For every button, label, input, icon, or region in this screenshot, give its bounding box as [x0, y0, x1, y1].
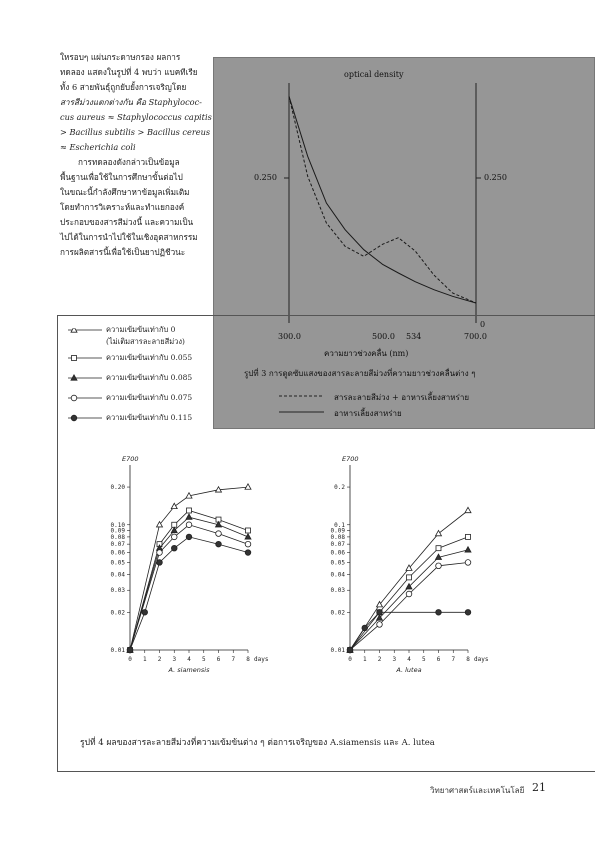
figure-4-caption: รูปที่ 4 ผลของสารละลายสีม่วงที่ความเข้มข้นต่าง ๆ ต่อการเจริญของ A.siamensis และ A. lutea: [80, 738, 435, 748]
fig3-caption: รูปที่ 3 การดูดซับแสงของสารละลายสีม่วงที่ความยาวช่วงคลื่นต่าง ๆ: [244, 369, 476, 378]
fig3-right-zero: 0: [480, 320, 486, 329]
body-line: ทดลอง แสดงในรูปที่ 4 พบว่า แบคทีเรีย: [60, 67, 198, 77]
fig3-xtick-500: 500.0: [372, 332, 395, 341]
siamensis-growth-chart: [100, 445, 270, 685]
lutea-growth-chart: [320, 445, 490, 685]
x-tick-label: 3: [172, 656, 177, 663]
absorbance-series-0: [289, 96, 476, 303]
y-axis-label: E700: [122, 455, 139, 463]
y-tick-label: 0.09: [110, 527, 125, 535]
y-tick-label: 0.06: [330, 549, 345, 557]
growth-point-0: [171, 503, 177, 508]
growth-point-4: [245, 550, 251, 556]
growth-series-line-4: [130, 537, 248, 650]
growth-point-4: [186, 534, 192, 540]
growth-point-1: [246, 528, 251, 533]
growth-point-3: [436, 563, 442, 569]
body-line: cus aureus ≈ Staphylococcus capitis: [60, 112, 212, 122]
y-tick-label: 0.10: [110, 521, 125, 529]
y-tick-label: 0.01: [110, 647, 125, 654]
y-tick-label: 0.09: [330, 527, 345, 535]
body-line: > Bacillus subtilis > Bacillus cereus: [60, 127, 211, 137]
legend-label-1: ความเข้มข้นเท่ากับ 0.055: [106, 353, 193, 362]
y-tick-label: 0.04: [110, 571, 125, 579]
growth-point-4: [142, 609, 148, 615]
growth-point-0: [245, 484, 251, 489]
x-tick-label: 2: [157, 656, 162, 663]
growth-point-1: [466, 534, 471, 539]
y-tick-label: 0.20: [110, 484, 125, 492]
body-text-column: [60, 50, 212, 260]
body-line: โดยทำการวิเคราะห์และทำแยกองค์: [60, 202, 185, 212]
y-tick-label: 0.05: [110, 559, 125, 567]
y-tick-label: 0.02: [330, 609, 345, 617]
growth-point-4: [436, 609, 442, 615]
legend-marker-1: [72, 356, 77, 361]
fig3-ylabel: optical density: [344, 70, 404, 79]
growth-point-4: [171, 545, 177, 551]
legend-label-4: ความเข้มข้นเท่ากับ 0.115: [106, 413, 193, 422]
x-tick-label: 3: [392, 656, 397, 663]
growth-point-3: [216, 531, 222, 537]
fig3-legend-solid: อาหารเลี้ยงสาหร่าย: [334, 409, 402, 418]
legend-label-2: ความเข้มข้นเท่ากับ 0.085: [106, 373, 193, 382]
x-axis-label: A. lutea: [396, 666, 422, 674]
body-line: พื้นฐานเพื่อใช้ในการศึกษาขั้นต่อไป: [60, 172, 183, 182]
growth-point-3: [171, 534, 177, 540]
fig3-right-tick: 0.250: [484, 173, 507, 182]
growth-point-1: [187, 508, 192, 513]
fig3-left-tick: 0.250: [254, 173, 277, 182]
fig3-xtick-700: 700.0: [464, 332, 487, 341]
body-line: การทดลองดังกล่าวเป็นข้อมูล: [78, 157, 180, 167]
legend-marker-4: [71, 415, 77, 421]
legend-marker-2: [71, 375, 77, 380]
x-tick-label: 7: [231, 656, 236, 663]
y-tick-label: 0.04: [330, 571, 345, 579]
body-line: สารสีม่วงแตกต่างกัน คือ Staphylococ-: [60, 97, 202, 107]
growth-point-3: [465, 560, 471, 566]
fig3-xlabel: ความยาวช่วงคลื่น (nm): [324, 349, 409, 358]
x-tick-label: 6: [436, 656, 441, 663]
body-line: การผลิตสารนี้เพื่อใช้เป็นยาปฏิชีวนะ: [60, 247, 186, 257]
x-tick-label: 2: [377, 656, 382, 663]
body-line: ทั้ง 6 สายพันธุ์ถูกยับยั้งการเจริญโดย: [60, 82, 187, 92]
y-tick-label: 0.2: [334, 484, 345, 492]
y-tick-label: 0.01: [330, 647, 345, 654]
journal-footer: วิทยาศาสตร์และเทคโนโลยี: [430, 786, 525, 795]
growth-point-3: [245, 541, 251, 547]
legend-label-3: ความเข้มข้นเท่ากับ 0.075: [106, 393, 193, 402]
legend-label-0: ความเข้มข้นเท่ากับ 0: [106, 325, 176, 334]
x-axis-label: A. siamensis: [168, 666, 210, 674]
y-tick-label: 0.03: [330, 587, 345, 595]
body-line: ในขณะนี้กำลังศึกษาหาข้อมูลเพิ่มเติม: [60, 187, 190, 197]
y-tick-label: 0.05: [330, 559, 345, 567]
x-tick-label: 4: [187, 656, 191, 663]
growth-point-0: [465, 507, 471, 512]
growth-point-4: [157, 560, 163, 566]
body-line: ไปได้ในการนำไปใช้ในเชิงอุตสาหกรรม: [60, 232, 198, 242]
growth-point-0: [436, 530, 442, 535]
growth-point-4: [347, 647, 353, 653]
y-tick-label: 0.07: [110, 541, 125, 549]
body-line: ใหรอบๆ แผ่นกระดาษกรอง ผลการ: [60, 52, 181, 62]
growth-point-3: [157, 550, 163, 556]
fig3-legend-dashed: สารละลายสีม่วง + อาหารเลี้ยงสาหร่าย: [334, 393, 470, 402]
x-unit-label: days: [474, 656, 489, 663]
growth-point-2: [186, 514, 192, 519]
body-line: ประกอบของสารสีม่วงนี้ และความเป็น: [60, 217, 194, 227]
body-line: ≈ Escherichia coli: [60, 142, 136, 152]
x-tick-label: 8: [246, 656, 250, 663]
legend-marker-0: [71, 328, 77, 332]
x-tick-label: 0: [128, 656, 132, 663]
growth-point-4: [465, 609, 471, 615]
x-unit-label: days: [254, 656, 269, 663]
x-tick-label: 1: [362, 656, 367, 663]
y-axis-label: E700: [342, 455, 359, 463]
x-tick-label: 5: [201, 656, 206, 663]
growth-point-3: [406, 591, 412, 597]
growth-point-4: [216, 541, 222, 547]
growth-series-line-1: [130, 511, 248, 651]
growth-point-4: [362, 625, 368, 631]
growth-point-3: [377, 622, 383, 628]
y-tick-label: 0.1: [334, 521, 345, 529]
y-tick-label: 0.08: [110, 533, 125, 541]
growth-point-4: [127, 647, 133, 653]
x-tick-label: 1: [142, 656, 147, 663]
growth-point-1: [436, 546, 441, 551]
y-tick-label: 0.02: [110, 609, 125, 617]
x-tick-label: 0: [348, 656, 352, 663]
y-tick-label: 0.07: [330, 541, 345, 549]
x-tick-label: 4: [407, 656, 411, 663]
growth-point-3: [186, 522, 192, 528]
growth-point-1: [407, 575, 412, 580]
y-tick-label: 0.03: [110, 587, 125, 595]
x-tick-label: 6: [216, 656, 221, 663]
legend-marker-3: [71, 395, 77, 401]
growth-point-4: [377, 609, 383, 615]
page-number: 21: [532, 781, 546, 794]
y-tick-label: 0.08: [330, 533, 345, 541]
fig3-xtick-534: 534: [406, 332, 422, 341]
x-tick-label: 7: [451, 656, 456, 663]
legend-sub-0: (ไม่เติมสารละลายสีม่วง): [106, 337, 185, 346]
growth-point-2: [465, 547, 471, 552]
x-tick-label: 8: [466, 656, 470, 663]
x-tick-label: 5: [421, 656, 426, 663]
y-tick-label: 0.06: [110, 549, 125, 557]
fig3-xtick-300: 300.0: [278, 332, 301, 341]
